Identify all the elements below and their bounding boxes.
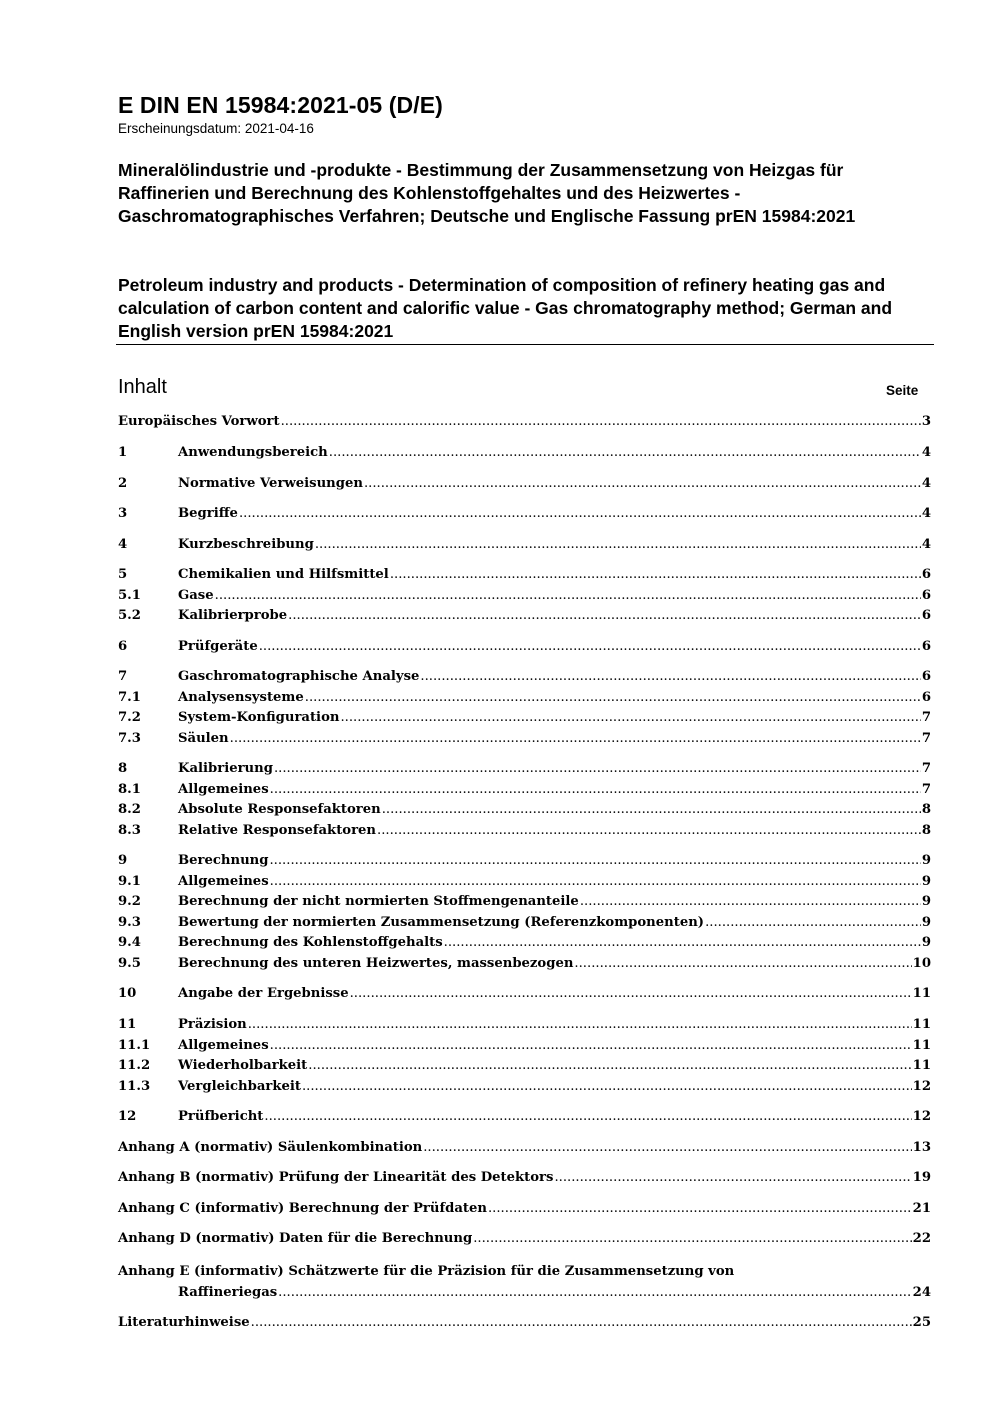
- toc-entry-title: Anhang D (normativ) Daten für die Berechnung: [118, 1231, 473, 1246]
- toc-entry-number: 7.1: [118, 690, 141, 705]
- toc-entry-page: 6: [921, 639, 931, 654]
- toc-entry-page: 19: [912, 1170, 931, 1185]
- toc-leader-dots: [251, 1315, 912, 1330]
- toc-entry[interactable]: [118, 761, 931, 781]
- toc-entry-page: 10: [912, 956, 931, 971]
- toc-entry-title: Bewertung der normierten Zusammensetzung (Referenzkomponenten): [178, 915, 705, 930]
- toc-entry-page: 6: [921, 588, 931, 603]
- toc-entry-title: Säulen: [178, 731, 229, 746]
- toc-leader-dots: [377, 823, 921, 838]
- toc-entry-title: Anhang C (informativ) Berechnung der Prüfdaten: [118, 1201, 487, 1216]
- toc-entry-number: 8.1: [118, 782, 141, 797]
- toc-entry-title: Gaschromatographische Analyse: [178, 669, 420, 684]
- toc-entry[interactable]: [118, 639, 931, 659]
- toc-entry-page: 6: [921, 567, 931, 582]
- toc-entry[interactable]: [118, 506, 931, 526]
- toc-entry-number: 9.1: [118, 874, 141, 889]
- toc-entry-number: 9.4: [118, 935, 141, 950]
- header-divider: [116, 344, 934, 345]
- toc-leader-dots: [315, 537, 921, 552]
- toc-leader-dots: [488, 1201, 912, 1216]
- toc-entry-page: 9: [921, 853, 931, 868]
- toc-entry-title: Vergleichbarkeit: [178, 1079, 301, 1094]
- toc-entry[interactable]: [118, 802, 931, 822]
- toc-entry-number: 9: [118, 853, 128, 868]
- toc-page-column-heading: Seite: [886, 383, 919, 398]
- toc-entry-title: Kalibrierung: [178, 761, 273, 776]
- toc-leader-dots: [230, 731, 921, 746]
- toc-entry[interactable]: [118, 588, 931, 608]
- toc-entry[interactable]: [118, 853, 931, 873]
- toc-entry-title: Raffineriegas: [178, 1285, 278, 1300]
- toc-leader-dots: [444, 935, 921, 950]
- toc-entry-title: Begriffe: [178, 506, 238, 521]
- toc-entry-title: Berechnung der nicht normierten Stoffmengenanteile: [178, 894, 579, 909]
- toc-entry[interactable]: [118, 1058, 931, 1078]
- toc-leader-dots: [423, 1140, 911, 1155]
- toc-entry[interactable]: [118, 874, 931, 894]
- toc-entry-number: 5.2: [118, 608, 141, 623]
- toc-leader-dots: [382, 802, 921, 817]
- toc-entry-title: Chemikalien und Hilfsmittel: [178, 567, 389, 582]
- toc-entry-title: Wiederholbarkeit: [178, 1058, 308, 1073]
- toc-leader-dots: [269, 853, 920, 868]
- toc-leader-dots: [270, 1038, 912, 1053]
- toc-entry-title: Absolute Responsefaktoren: [178, 802, 381, 817]
- toc-leader-dots: [270, 874, 921, 889]
- toc-entry-page: 6: [921, 608, 931, 623]
- toc-entry-page: 7: [921, 710, 931, 725]
- toc-entry-annex-e-first-line[interactable]: [118, 1264, 931, 1284]
- toc-entry-page: 3: [921, 414, 931, 429]
- toc-entry-title: Allgemeines: [178, 782, 269, 797]
- toc-entry-page: 6: [921, 690, 931, 705]
- toc-entry-number: 7.3: [118, 731, 141, 746]
- toc-entry-page: 25: [912, 1315, 931, 1330]
- toc-entry-title: Anhang A (normativ) Säulenkombination: [118, 1140, 423, 1155]
- toc-entry-page: 21: [912, 1201, 931, 1216]
- toc-leader-dots: [264, 1109, 911, 1124]
- toc-entry-number: 10: [118, 986, 137, 1001]
- toc-entry-number: 6: [118, 639, 128, 654]
- toc-entry-number: 3: [118, 506, 128, 521]
- toc-leader-dots: [390, 567, 921, 582]
- toc-entry[interactable]: [118, 1231, 931, 1251]
- toc-entry-page: 13: [912, 1140, 931, 1155]
- document-id: E DIN EN 15984:2021-05 (D/E): [118, 92, 443, 118]
- toc-entry-title: Gase: [178, 588, 214, 603]
- toc-entry[interactable]: [118, 1038, 931, 1058]
- toc-entry[interactable]: [118, 894, 931, 914]
- toc-entry-page: 7: [921, 761, 931, 776]
- toc-entry[interactable]: [118, 956, 931, 976]
- toc-entry[interactable]: [118, 690, 931, 710]
- toc-entry[interactable]: [118, 782, 931, 802]
- toc-leader-dots: [274, 761, 921, 776]
- toc-entry-page: 11: [912, 1058, 931, 1073]
- toc-entry-number: 11.3: [118, 1079, 151, 1094]
- toc-entry-title: Angabe der Ergebnisse: [178, 986, 349, 1001]
- toc-entry[interactable]: [118, 915, 931, 935]
- toc-leader-dots: [270, 782, 921, 797]
- toc-entry-number: 11.2: [118, 1058, 151, 1073]
- toc-leader-dots: [288, 608, 921, 623]
- toc-leader-dots: [554, 1170, 911, 1185]
- toc-entry-title: Anhang B (normativ) Prüfung der Linearität des Detektors: [118, 1170, 554, 1185]
- toc-heading: Inhalt: [118, 376, 167, 398]
- toc-entry[interactable]: [118, 567, 931, 587]
- toc-entry-page: 12: [912, 1079, 931, 1094]
- toc-leader-dots: [473, 1231, 911, 1246]
- toc-leader-dots: [580, 894, 921, 909]
- toc-leader-dots: [248, 1017, 912, 1032]
- toc-entry-page: 4: [921, 476, 931, 491]
- toc-entry[interactable]: [118, 669, 931, 689]
- toc-leader-dots: [340, 710, 920, 725]
- toc-entry-page: 9: [921, 874, 931, 889]
- toc-entry-page: 8: [921, 823, 931, 838]
- toc-entry-number: 5: [118, 567, 128, 582]
- release-date: Erscheinungsdatum: 2021-04-16: [118, 121, 314, 136]
- toc-entry-title: Prüfgeräte: [178, 639, 258, 654]
- toc-leader-dots: [364, 476, 921, 491]
- toc-entry[interactable]: [118, 476, 931, 496]
- toc-entry-title: Kalibrierprobe: [178, 608, 288, 623]
- toc-leader-dots: [350, 986, 912, 1001]
- toc-entry-title: Berechnung des Kohlenstoffgehalts: [178, 935, 443, 950]
- toc-leader-dots: [302, 1079, 912, 1094]
- toc-entry-title: Kurzbeschreibung: [178, 537, 314, 552]
- toc-entry[interactable]: [118, 1315, 931, 1335]
- toc-entry-number: 11: [118, 1017, 137, 1032]
- toc-leader-dots: [239, 506, 921, 521]
- toc-entry[interactable]: [118, 935, 931, 955]
- toc-entry-number: 1: [118, 445, 128, 460]
- toc-entry-page: 12: [912, 1109, 931, 1124]
- toc-entry[interactable]: [118, 537, 931, 557]
- toc-entry-title: Berechnung des unteren Heizwertes, massenbezogen: [178, 956, 574, 971]
- toc-entry-page: 11: [912, 1017, 931, 1032]
- toc-entry[interactable]: [118, 1170, 931, 1190]
- toc-entry[interactable]: [118, 1285, 931, 1305]
- toc-entry-page: 7: [921, 782, 931, 797]
- toc-entry-page: 4: [921, 506, 931, 521]
- toc-entry[interactable]: [118, 1140, 931, 1160]
- toc-entry-title: Berechnung: [178, 853, 269, 868]
- toc-entry[interactable]: [118, 731, 931, 751]
- toc-leader-dots: [329, 445, 921, 460]
- toc-entry-number: 5.1: [118, 588, 141, 603]
- title-english: Petroleum industry and products - Determination of composition of refinery heating gas and calculation of carbon content and calorific value - Gas chromatography method; German and English version prEN 15984:2021: [118, 275, 893, 341]
- toc-entry[interactable]: [118, 445, 931, 465]
- toc-entry-number: 9.3: [118, 915, 141, 930]
- toc-entry-title: Anwendungsbereich: [178, 445, 328, 460]
- toc-entry-title: Präzision: [178, 1017, 247, 1032]
- toc-entry[interactable]: [118, 986, 931, 1006]
- toc-entry-title: Analysensysteme: [178, 690, 304, 705]
- toc-entry[interactable]: [118, 608, 931, 628]
- toc-leader-dots: [259, 639, 921, 654]
- toc-entry-page: 11: [912, 986, 931, 1001]
- toc-entry-page: 9: [921, 935, 931, 950]
- title-german: Mineralölindustrie und -produkte - Bestimmung der Zusammensetzung von Heizgas für Raffinerien und Berechnung des Kohlenstoffgehaltes und des Heizwertes - Gaschromatographisches Verfahren; Deutsche und Englische Fassung prEN 15984:2021: [118, 160, 856, 226]
- toc-entry[interactable]: [118, 710, 931, 730]
- toc-entry-title: Anhang E (informativ) Schätzwerte für die Präzision für die Zusammensetzung von: [118, 1264, 735, 1279]
- toc-entry-page: 22: [912, 1231, 931, 1246]
- toc-entry[interactable]: [118, 1079, 931, 1099]
- toc-entry-page: 4: [921, 445, 931, 460]
- toc-entry-page: 11: [912, 1038, 931, 1053]
- toc-entry-title: Relative Responsefaktoren: [178, 823, 377, 838]
- toc-entry-number: 2: [118, 476, 128, 491]
- toc-entry-number: 11.1: [118, 1038, 151, 1053]
- toc-entry-page: 7: [921, 731, 931, 746]
- toc-entry-page: 4: [921, 537, 931, 552]
- toc-entry-page: 6: [921, 669, 931, 684]
- toc-leader-dots: [305, 690, 921, 705]
- toc-entry[interactable]: [118, 1201, 931, 1221]
- toc-entry-page: 9: [921, 915, 931, 930]
- toc-entry-number: 12: [118, 1109, 137, 1124]
- toc-leader-dots: [705, 915, 921, 930]
- toc-entry-number: 8.2: [118, 802, 141, 817]
- toc-leader-dots: [574, 956, 911, 971]
- toc-entry-title: Normative Verweisungen: [178, 476, 363, 491]
- toc-entry-page: 9: [921, 894, 931, 909]
- toc-entry-title: Europäisches Vorwort: [118, 414, 280, 429]
- toc-entry-number: 7: [118, 669, 128, 684]
- toc-entry-number: 8.3: [118, 823, 141, 838]
- toc-entry[interactable]: [118, 823, 931, 843]
- toc-entry[interactable]: [118, 1017, 931, 1037]
- toc-entry-number: 4: [118, 537, 128, 552]
- toc-entry-title: Literaturhinweise: [118, 1315, 250, 1330]
- toc-entry-title: System-Konfiguration: [178, 710, 340, 725]
- toc-entry-number: 7.2: [118, 710, 141, 725]
- toc-entry-number: 9.2: [118, 894, 141, 909]
- toc-entry-title: Prüfbericht: [178, 1109, 264, 1124]
- toc-leader-dots: [215, 588, 921, 603]
- toc-leader-dots: [281, 414, 921, 429]
- toc-entry-number: 8: [118, 761, 128, 776]
- toc-entry-title: Allgemeines: [178, 1038, 269, 1053]
- toc-leader-dots: [420, 669, 920, 684]
- toc-entry[interactable]: [118, 1109, 931, 1129]
- toc-leader-dots: [278, 1285, 911, 1300]
- toc-leader-dots: [308, 1058, 911, 1073]
- toc-entry-number: 9.5: [118, 956, 141, 971]
- toc-entry-page: 8: [921, 802, 931, 817]
- toc-entry[interactable]: [118, 414, 931, 434]
- toc-entry-page: 24: [912, 1285, 931, 1300]
- toc-entry-title: Allgemeines: [178, 874, 269, 889]
